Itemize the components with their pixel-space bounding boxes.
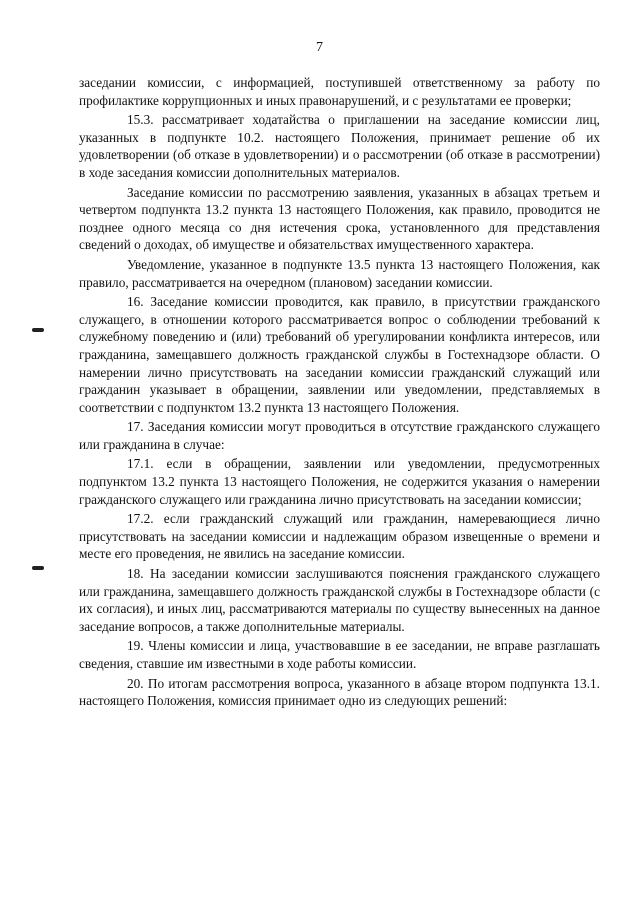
paragraph: 17.2. если гражданский служащий или гражданин, намеревающиеся лично присутствовать на заседании комиссии и надлежащим образом извещенные о времени и месте его проведения, не явились на заседание комиссии. — [79, 511, 600, 562]
paragraph: 19. Члены комиссии и лица, участвовавшие в ее заседании, не вправе разглашать сведения, ставшие им известными в ходе работы комиссии. — [79, 638, 600, 671]
paragraph: 17. Заседания комиссии могут проводиться в отсутствие гражданского служащего или гражданина в случае: — [79, 419, 600, 452]
page-number: 7 — [316, 40, 323, 55]
document-body — [79, 74, 600, 712]
paragraph: Уведомление, указанное в подпункте 13.5 пункта 13 настоящего Положения, как правило, рассматривается на очередном (плановом) заседании комиссии. — [79, 256, 600, 290]
paragraph: 16. Заседание комиссии проводится, как правило, в присутствии гражданского служащего, в отношении которого рассматривается вопрос о соблюдении требований к служебному поведению и (или) требований об урегулировании конфликта интересов, или гражданина, замещавшего должность гражданской службы в Гостехнадзоре области. О намерении лично присутствовать на заседании комиссии гражданский служащий или гражданин указывает в обращении, заявлении или уведомлении, представляемых в соответствии с подпунктом 13.2 пункта 13 настоящего Положения. — [79, 294, 600, 415]
binding-hole-mark — [32, 328, 44, 332]
paragraph: 17.1. если в обращении, заявлении или уведомлении, предусмотренных подпунктом 13.2 пункта 13 настоящего Положения, не содержится указания о намерении гражданского служащего или гражданина лично присутствовать на заседании комиссии; — [79, 456, 600, 507]
paragraph: 18. На заседании комиссии заслушиваются пояснения гражданского служащего или гражданина, замещавшего должность гражданской службы в Гостехнадзоре области (с их согласия), и иных лиц, рассматриваются материалы по существу вынесенных на данное заседание вопросов, а также дополнительные материалы. — [79, 566, 600, 634]
binding-hole-mark — [32, 566, 44, 570]
paragraph: 20. По итогам рассмотрения вопроса, указанного в абзаце втором подпункта 13.1. настоящего Положения, комиссия принимает одно из следующих решений: — [79, 675, 600, 709]
paragraph: 15.3. рассматривает ходатайства о приглашении на заседание комиссии лиц, указанных в подпункте 10.2. настоящего Положения, принимает решение об их удовлетворении (об отказе в удовлетворении) и о рассмотрении (об отказе в рассмотрении) в ходе заседания комиссии дополнительных материалов. — [79, 112, 600, 180]
paragraph: Заседание комиссии по рассмотрению заявления, указанных в абзацах третьем и четвертом подпункта 13.2 пункта 13 настоящего Положения, как правило, проводится не позднее одного месяца со дня истечения срока, установленного для представления сведений о доходах, об имуществе и обязательствах имущественного характера. — [79, 184, 600, 253]
paragraph: заседании комиссии, с информацией, поступившей ответственному за работу по профилактике коррупционных и иных правонарушений, и с результатами ее проверки; — [79, 75, 600, 108]
